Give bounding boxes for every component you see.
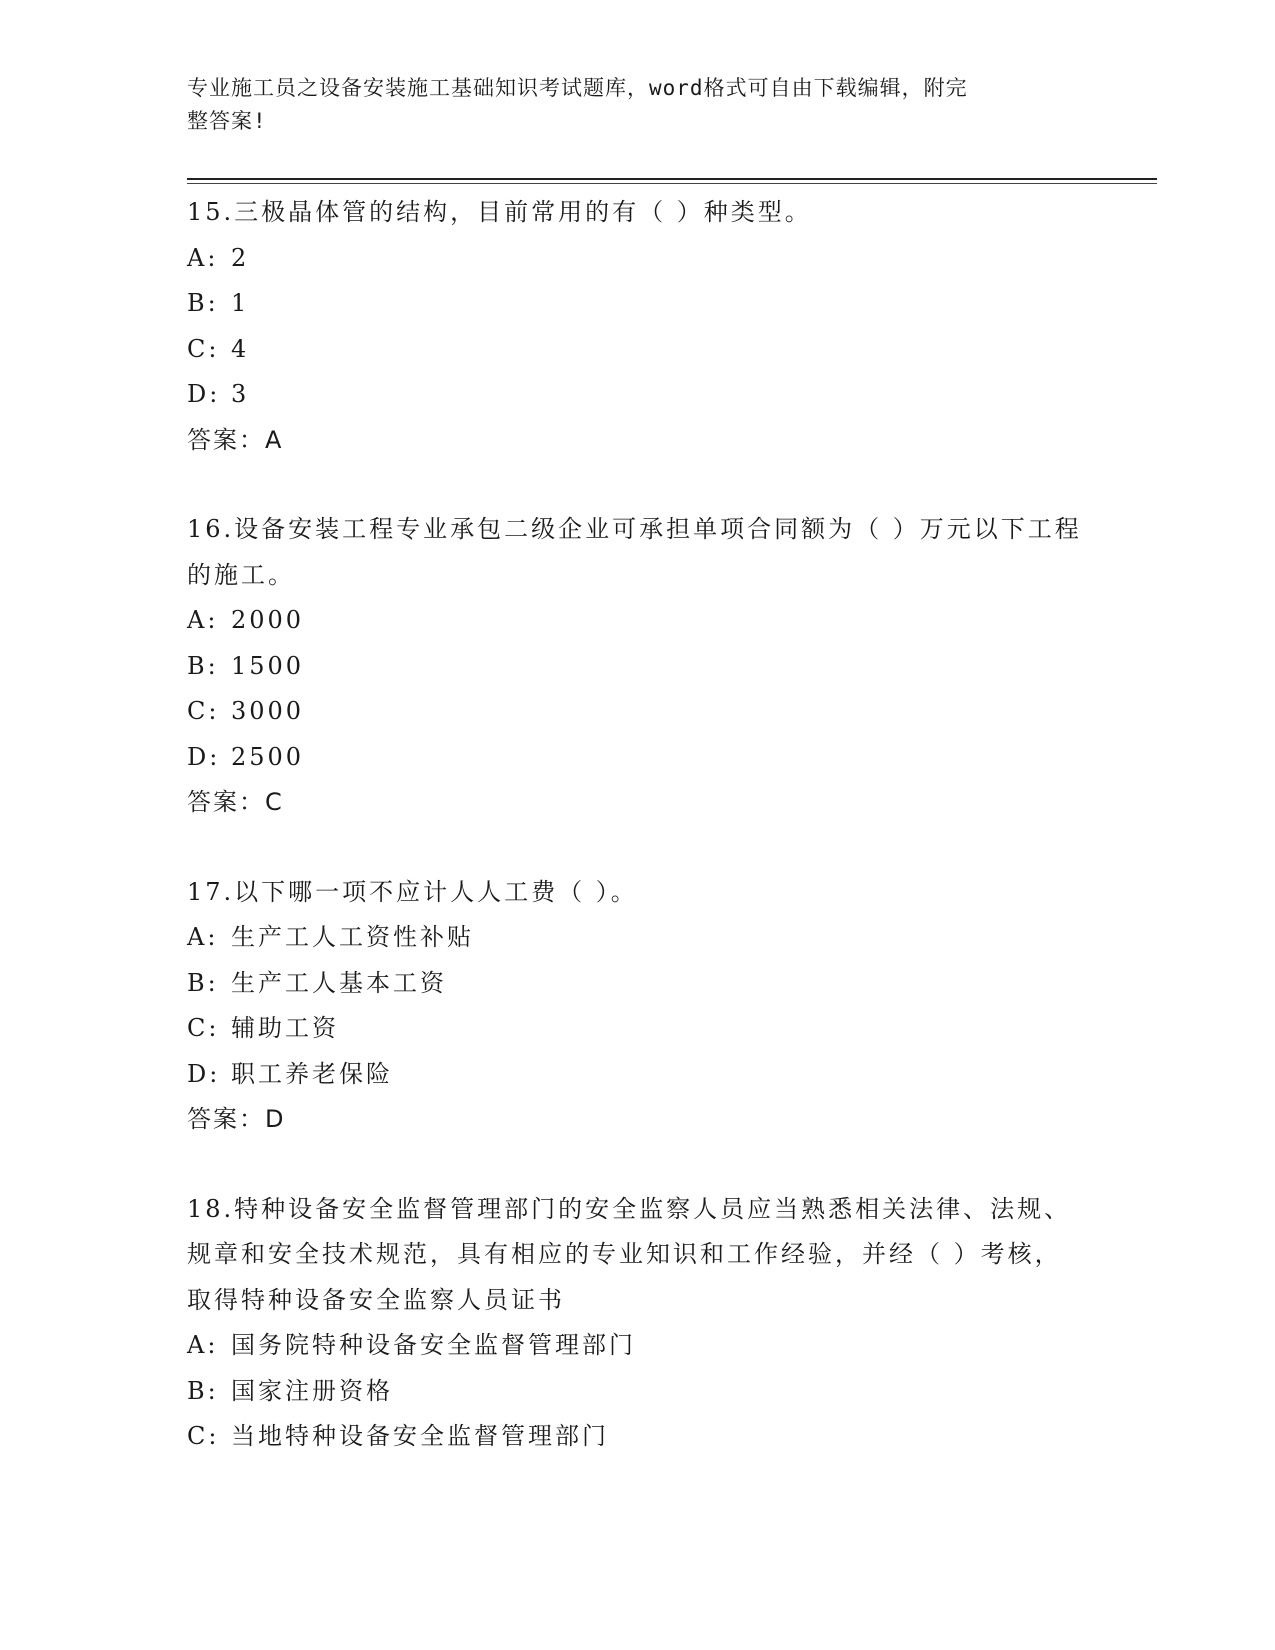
question-stem: 以下哪一项不应计人人工费（ ）。 (234, 877, 638, 906)
option-d (187, 1052, 1087, 1098)
option-b (187, 644, 1087, 690)
option-letter: A: (187, 923, 219, 951)
header-title-line-2: 整答案! (187, 109, 267, 133)
answer-label: 答案： (187, 788, 265, 816)
answer-value: C (265, 788, 284, 816)
option-letter: C: (187, 697, 220, 725)
option-letter: C: (187, 334, 220, 363)
answer-line (187, 418, 1087, 464)
option-c (187, 327, 1087, 373)
option-letter: D: (187, 380, 221, 408)
option-letter: A: (187, 1331, 219, 1359)
option-text: 2000 (231, 606, 305, 634)
option-text: 2500 (231, 742, 305, 771)
option-letter: B: (187, 289, 219, 317)
option-d (187, 735, 1087, 781)
option-a (187, 915, 1087, 961)
question-number: 18. (187, 1194, 235, 1223)
option-a (187, 236, 1087, 282)
option-letter: A: (187, 606, 219, 634)
option-letter: C: (187, 1014, 220, 1042)
question-text (187, 507, 1087, 598)
option-text: 生产工人工资性补贴 (231, 923, 474, 951)
option-text: 国家注册资格 (231, 1376, 393, 1405)
header-title-line-1: 专业施工员之设备安装施工基础知识考试题库，word格式可自由下载编辑，附完 (187, 76, 968, 100)
option-text: 3000 (231, 697, 305, 725)
option-b (187, 961, 1087, 1007)
option-d (187, 372, 1087, 418)
option-c (187, 1414, 1087, 1460)
option-a (187, 1323, 1087, 1369)
header-divider-thick (187, 178, 1157, 180)
option-letter: C: (187, 1422, 220, 1450)
option-b (187, 1369, 1087, 1415)
option-text: 职工养老保险 (231, 1059, 393, 1088)
option-text: 生产工人基本工资 (231, 968, 447, 997)
question-text (187, 1187, 1087, 1324)
option-a (187, 598, 1087, 644)
question-number: 15. (187, 198, 235, 226)
question-number: 17. (187, 877, 235, 906)
option-c (187, 689, 1087, 735)
answer-value: D (265, 1105, 286, 1133)
option-text: 国务院特种设备安全监督管理部门 (231, 1331, 636, 1359)
question-stem: 设备安装工程专业承包二级企业可承担单项合同额为（ ）万元以下工程的施工。 (187, 515, 1082, 589)
answer-label: 答案： (187, 1105, 265, 1133)
option-text: 1500 (231, 651, 305, 680)
option-text: 3 (231, 380, 250, 408)
header-divider-thin (187, 183, 1157, 184)
question-16 (187, 507, 1087, 826)
option-letter: D: (187, 1059, 221, 1088)
option-text: 4 (231, 334, 250, 363)
option-text: 2 (231, 243, 250, 272)
answer-line (187, 1097, 1087, 1143)
question-text (187, 190, 1087, 236)
option-letter: A: (187, 243, 219, 272)
answer-line (187, 780, 1087, 826)
option-letter: B: (187, 651, 219, 680)
question-18 (187, 1187, 1087, 1460)
option-letter: B: (187, 968, 219, 997)
question-stem: 三极晶体管的结构，目前常用的有（ ）种类型。 (234, 198, 812, 226)
option-letter: D: (187, 742, 221, 771)
question-list (187, 190, 1087, 1504)
document-header (187, 72, 1067, 138)
option-text: 辅助工资 (231, 1014, 339, 1042)
option-text: 1 (231, 289, 250, 317)
option-b (187, 281, 1087, 327)
question-stem: 特种设备安全监督管理部门的安全监察人员应当熟悉相关法律、法规、规章和安全技术规范，具有相应的专业知识和工作经验，并经（ ）考核，取得特种设备安全监察人员证书 (187, 1194, 1072, 1314)
answer-label: 答案： (187, 425, 265, 454)
option-text: 当地特种设备安全监督管理部门 (231, 1422, 609, 1450)
question-number: 16. (187, 515, 235, 543)
question-17 (187, 870, 1087, 1143)
answer-value: A (265, 425, 284, 454)
question-text (187, 870, 1087, 916)
option-letter: B: (187, 1376, 219, 1405)
option-c (187, 1006, 1087, 1052)
question-15 (187, 190, 1087, 463)
